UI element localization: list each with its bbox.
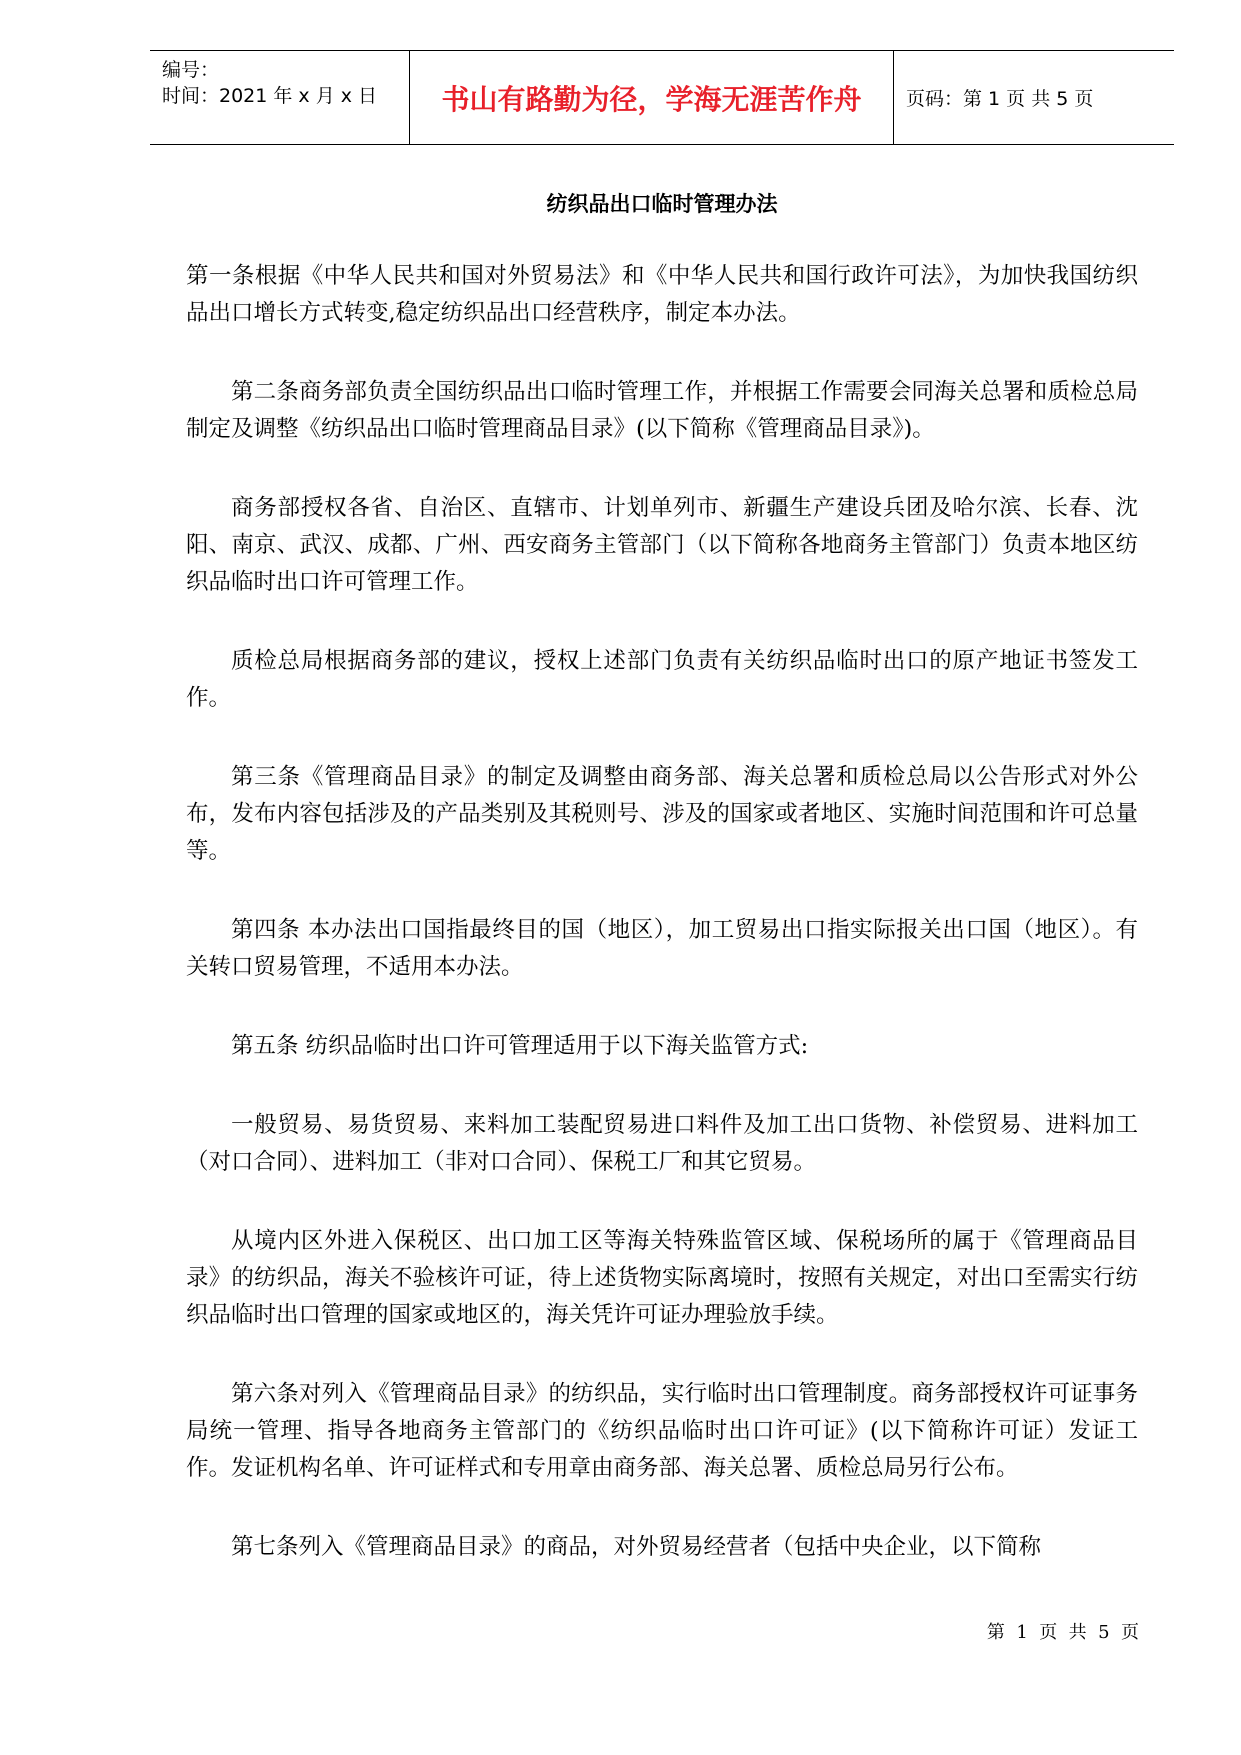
paragraph: 第四条 本办法出口国指最终目的国（地区），加工贸易出口指实际报关出口国（地区）。有关转口贸易管理，不适用本办法。 [186, 917, 1138, 980]
paragraph: 第六条对列入《管理商品目录》的纺织品，实行临时出口管理制度。商务部授权许可证事务局统一管理、指导各地商务主管部门的《纺织品临时出口许可证》(以下简称许可证）发证工作。发证机构名单、许可证样式和专用章由商务部、海关总署、质检总局另行公布。 [186, 1381, 1138, 1481]
paragraph: 第五条 纺织品临时出口许可管理适用于以下海关监管方式: [231, 1033, 809, 1059]
paragraph: 质检总局根据商务部的建议，授权上述部门负责有关纺织品临时出口的原产地证书签发工作。 [186, 648, 1138, 711]
paragraph: 第七条列入《管理商品目录》的商品，对外贸易经营者（包括中央企业，以下简称 [231, 1534, 1042, 1560]
header-page-code: 页码：第 1 页 共 5 页 [906, 88, 1094, 110]
paragraph: 第一条根据《中华人民共和国对外贸易法》和《中华人民共和国行政许可法》，为加快我国纺织品出口增长方式转变,稳定纺织品出口经营秩序，制定本办法。 [186, 263, 1138, 326]
header-meta [150, 51, 410, 144]
code-label: 编号： [162, 59, 220, 81]
header-motto: 书山有路勤为径，学海无涯苦作舟 [410, 51, 894, 144]
document-body [186, 258, 1138, 1608]
paragraph: 第二条商务部负责全国纺织品出口临时管理工作，并根据工作需要会同海关总署和质检总局制定及调整《纺织品出口临时管理商品目录》(以下简称《管理商品目录》)。 [186, 379, 1138, 442]
paragraph: 商务部授权各省、自治区、直辖市、计划单列市、新疆生产建设兵团及哈尔滨、长春、沈阳、南京、武汉、成都、广州、西安商务主管部门（以下简称各地商务主管部门）负责本地区纺织品临时出口许可管理工作。 [186, 495, 1138, 595]
header-table [150, 50, 1174, 145]
paragraph: 一般贸易、易货贸易、来料加工装配贸易进口料件及加工出口货物、补偿贸易、进料加工（对口合同）、进料加工（非对口合同）、保税工厂和其它贸易。 [186, 1112, 1138, 1175]
document-title: 纺织品出口临时管理办法 [546, 192, 778, 216]
page-footer: 第 1 页 共 5 页 [986, 1622, 1139, 1643]
paragraph: 第三条《管理商品目录》的制定及调整由商务部、海关总署和质检总局以公告形式对外公布，发布内容包括涉及的产品类别及其税则号、涉及的国家或者地区、实施时间范围和许可总量等。 [186, 764, 1138, 864]
paragraph: 从境内区外进入保税区、出口加工区等海关特殊监管区域、保税场所的属于《管理商品目录》的纺织品，海关不验核许可证，待上述货物实际离境时，按照有关规定，对出口至需实行纺织品临时出口管理的国家或地区的，海关凭许可证办理验放手续。 [186, 1228, 1138, 1328]
time-label: 时间：2021 年 x 月 x 日 [162, 85, 378, 107]
